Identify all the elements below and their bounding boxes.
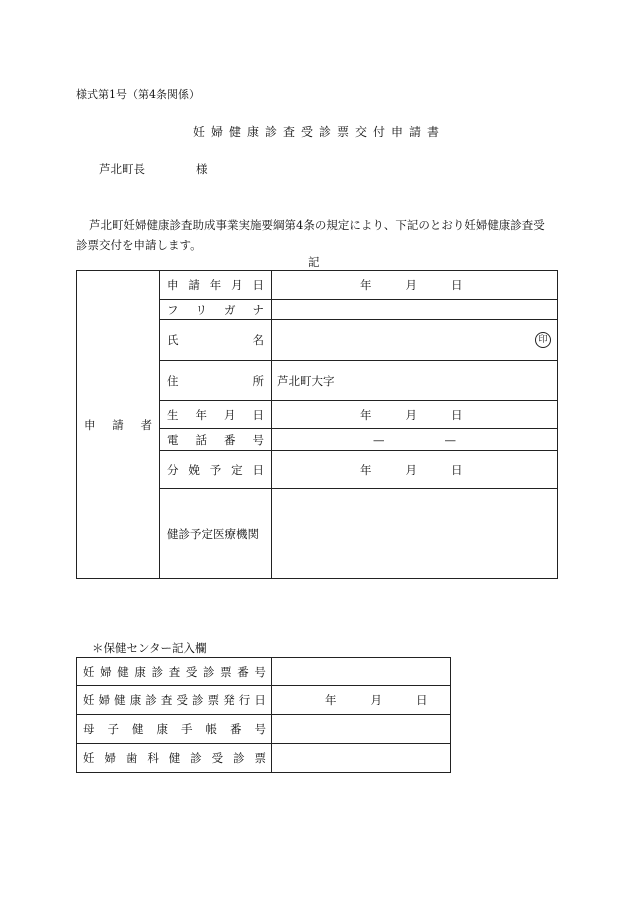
phone-dash: —: [373, 432, 385, 447]
dental-ticket-label: 妊 婦 歯 科 健 診 受 診 票: [83, 751, 266, 765]
furigana-label-cell: [160, 300, 272, 320]
seal-mark: 印: [535, 332, 551, 348]
phone-label: 電 話 番 号: [167, 432, 264, 447]
year-label: 年: [325, 693, 337, 707]
form-id: 様式第1号（第4条関係）: [76, 88, 200, 101]
application-date-label: 申 請 年 月 日: [167, 278, 264, 292]
dental-ticket-field[interactable]: [272, 744, 451, 773]
ki-heading: 記: [308, 255, 320, 269]
center-section-label: ＊保健センター記入欄: [92, 641, 207, 655]
month-label: 月: [405, 462, 417, 477]
issue-date-label: 妊 婦 健 康 診 査 受 診 票 発 行 日: [83, 693, 266, 707]
birth-date-field[interactable]: [272, 401, 558, 429]
furigana-label: フ リ ガ ナ: [167, 302, 264, 317]
addressee: 芦北町長: [99, 162, 145, 176]
ticket-number-label: 妊 婦 健 康 診 査 受 診 票 番 号: [83, 664, 266, 679]
clinic-field[interactable]: [272, 489, 558, 579]
address-prefix: 芦北町大字: [277, 373, 335, 388]
issue-date-label-cell: [77, 686, 272, 715]
dental-ticket-label-cell: [77, 744, 272, 773]
address-label-cell: [160, 361, 272, 401]
furigana-field[interactable]: [272, 300, 558, 320]
clinic-label: 健診予定医療機関: [167, 526, 259, 541]
due-date-label-cell: [160, 451, 272, 489]
applicant-label: 申 請 者: [84, 417, 152, 432]
handbook-number-field[interactable]: [272, 715, 451, 744]
day-label: 日: [451, 462, 463, 477]
month-label: 月: [405, 407, 417, 422]
address-label: 住 所: [167, 373, 264, 388]
year-label: 年: [360, 278, 372, 292]
issue-date-field[interactable]: [272, 686, 451, 715]
year-label: 年: [360, 462, 372, 477]
month-label: 月: [370, 693, 382, 707]
application-table: [76, 270, 558, 579]
name-label-cell: [160, 320, 272, 361]
phone-dash: —: [444, 432, 456, 447]
due-date-label: 分 娩 予 定 日: [167, 462, 264, 477]
page-title: 妊婦健康診査受診票交付申請書: [192, 125, 445, 139]
day-label: 日: [451, 278, 463, 292]
address-field[interactable]: [272, 361, 558, 401]
due-date-field[interactable]: [272, 451, 558, 489]
birth-date-label: 生 年 月 日: [167, 407, 264, 422]
intro-text: 芦北町妊婦健康診査助成事業実施要綱第4条の規定により、下記のとおり妊婦健康診査受診票交付を申請します。: [76, 218, 545, 252]
month-label: 月: [405, 278, 417, 292]
handbook-number-label: 母 子 健 康 手 帳 番 号: [83, 722, 266, 736]
phone-label-cell: [160, 429, 272, 451]
clinic-label-cell: [160, 489, 272, 579]
application-date-field[interactable]: [272, 271, 558, 300]
year-label: 年: [360, 407, 372, 422]
ticket-number-field[interactable]: [272, 658, 451, 686]
day-label: 日: [451, 407, 463, 422]
applicant-label-cell: [77, 271, 160, 579]
name-label: 氏 名: [167, 333, 264, 347]
birth-date-label-cell: [160, 401, 272, 429]
ticket-number-label-cell: [77, 658, 272, 686]
phone-field[interactable]: [272, 429, 558, 451]
handbook-number-label-cell: [77, 715, 272, 744]
addressee-honorific: 様: [196, 162, 208, 176]
application-date-label-cell: [160, 271, 272, 300]
day-label: 日: [416, 693, 428, 707]
health-center-table: [76, 657, 451, 773]
name-field[interactable]: [272, 320, 558, 361]
